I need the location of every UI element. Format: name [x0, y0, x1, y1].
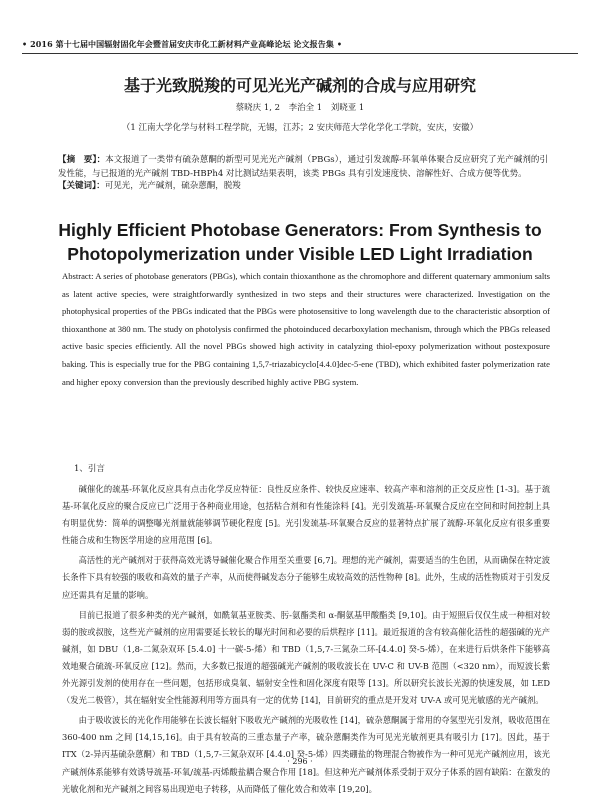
paragraph-2: 高活性的光产碱剂对于获得高效光诱导碱催化聚合作用至关重要 [6,7]。理想的光产碱剂，需要适当的生色团，从而确保在特定波长条件下具有较强的吸收和高效的量子产率，从而使得碱发态分子能够生成较高效的活性物种 [8]。此外，生成的活性物质对于引发反应还需具有足量的影响。 — [62, 555, 550, 600]
section-title-introduction: 1、引言 — [74, 464, 105, 474]
abstract-en-text: A series of photobase generators (PBGs), which contain thioxanthone as the chromophore and different quaternary ammonium salts as latent active species, were straightforwardly synthesized in two steps and their structures were characterized. Investigation on the photophysical properties of the PBGs indicated that the PBGs were photosensitive to long wavelength due to the characteristic absorption of thioxanthone at 380 nm. The study on photolysis confirmed the photoinduced decarboxylation mechanism, through which the PBGs released active basic species efficiently. All the novel PBGs showed high activity in catalyzing thiol-epoxy polymerization without postexposure baking. This is especially true for the PBG containing 1,5,7-triazabicyclo[4.4.0]dec-5-ene (TBD), which exhibited faster polymerization rate and higher epoxy conversion than the previously described highly active PBG system. — [62, 271, 550, 387]
keywords-cn-label: 【关键词】： — [58, 181, 105, 191]
header-divider — [22, 53, 578, 54]
keywords-cn — [58, 180, 548, 194]
authors: 蔡晓庆 1, 2 李治全 1 刘晓亚 1 — [235, 103, 365, 113]
title-en-line-1: Highly Efficient Photobase Generators: From Synthesis to — [58, 220, 542, 240]
running-header: • 2016 第十七届中国辐射固化年会暨首届安庆市化工新材料产业高峰论坛 论文报告集 • — [22, 39, 343, 49]
abstract-en — [62, 268, 550, 391]
body-text — [62, 481, 550, 801]
abstract-cn-text: 本文报道了一类带有硫杂蒽酮的新型可见光光产碱剂（PBGs），通过引发巯醇-环氧单体聚合反应研究了光产碱剂的引发性能，与已报道的光产碱剂 TBD-HBPh4 对比测试结果表明，该类 PBGs 具有引发速度快、溶解性好、合成方便等优势。 — [58, 155, 548, 179]
abstract-en-label: Abstract: — [62, 271, 94, 281]
page-title-cn: 基于光致脱羧的可见光光产碱剂的合成与应用研究 — [123, 76, 476, 95]
page-number: · 296 · — [287, 757, 313, 766]
keywords-cn-text: 可见光，光产碱剂，硫杂蒽酮，脱羧 — [104, 181, 241, 191]
page-title-en — [0, 218, 600, 266]
paragraph-1: 碱催化的巯基-环氧化反应具有点击化学反应特征：良性反应条件、较快反应速率、较高产率和溶剂的正交反应性 [1-3]。基于巯基-环氧化反应的聚合反应已广泛用于各种商业用途，包括粘合剂和有性能涂料 [4]。光引发巯基-环氧聚合反应在空间和时间控制上具有明显优势：简单的调整曝光剂量就能够调节硬化程度 [5]。光引发巯基-环氧聚合反应的显著特点扩展了巯醇-环氧化反应有很多重要性能合成和生物医学用途的应用范围 [6]。 — [62, 484, 550, 546]
title-en-line-2: Photopolymerization under Visible LED Light Irradiation — [67, 244, 533, 264]
abstract-cn-label: 【摘 要】： — [58, 155, 106, 165]
abstract-cn — [58, 154, 548, 181]
paragraph-4: 由于吸收波长的光化作用能够在长波长辐射下吸收光产碱剂的光吸收性 [14]，硫杂蒽酮属于常用的夺氢型光引发剂，吸收范围在 360-400 nm 之间 [14,15,16]。由于具有较高的三重态量子产率，硫杂蒽酮类作为可见光光敏剂更具有吸引力 [17]。因此，基于 ITX（2-异丙基硫杂蒽酮）和 TBD（1,5,7-三氮杂双环 [4.4.0] 癸-5-烯）四类硼盐的物理混合物被作为一种可见光产碱剂应用，该光产碱剂体系能够有效诱导巯基-环氧/巯基-丙烯酸盐耦合聚合作用 [18]。但这种光产碱剂体系受制于双分子体系的固有缺陷：在激发的光敏化剂和光产碱剂之间容易出现逆电子转移，从而降低了催化效合和效率 [19,20]。 — [62, 715, 550, 794]
affiliation: （1 江南大学化学与材料工程学院，无锡，江苏；2 安庆师范大学化学化工学院，安庆，安徽） — [121, 123, 479, 133]
paragraph-3: 目前已报道了很多种类的光产碱剂，如酰氧基亚胺类、肟-氨酯类和 α-酮氨基甲酸酯类 [9,10]。由于短照后仅仅生成一种相对较弱的胺或叔胺，这些光产碱剂的应用需要延长较长的曝光时间和必要的后烘程序 [11]。最近报道的含有较高催化活性的超强碱的光产碱剂，如 DBU（1,8-二氮杂双环 [5.4.0] 十一碳-5-烯）和 TBD（1,5,7-三氮杂二环-[4.4.0] 癸-5-烯），在来进行后烘条件下能够高效地聚合硫巯-环氧反应 [12]。然而，大多数已报道的超强碱光产碱剂的吸收波长在 UV-C 和 UV-B 范围（<320 nm），而短波长紫外光源引发剂的使用存在一些问题，包括形成臭氧、辐射安全性和固化深度有限等 [13]。所以研究长波长光源的快速发展，如 LED（发光二极管），其在辐射安全性能源利用等方面具有一定的优势 [14]，目前研究的重点是开发对 UV-A 或可见光敏感的光产碱剂。 — [62, 609, 550, 706]
